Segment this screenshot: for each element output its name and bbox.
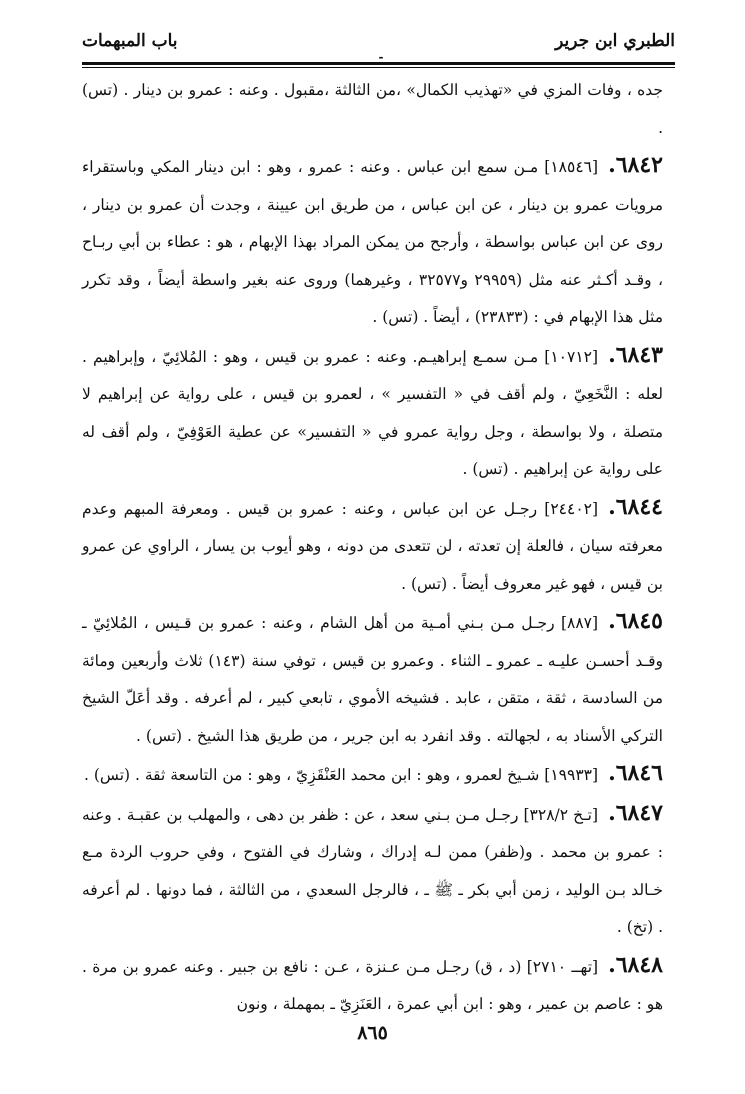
entry-6842 <box>82 147 663 337</box>
entry-6848 <box>82 947 663 1024</box>
entry-6847 <box>82 795 663 947</box>
entry-number: ٦٨٤٣. <box>608 341 663 368</box>
header-rule <box>82 62 675 68</box>
entry-6844 <box>82 489 663 604</box>
entry-text: [٢٤٤٠٢] رجـل عن ابن عباس ، وعنه : عمرو بن قيس . ومعرفة المبهم وعدم معرفته سيان ، فالعلة إن تعدته ، لن تتعدى من دونه ، وهو أيوب بن يسار ، الراوي عن عمرو بن قيس ، فهو غير معروف أيضاً . (تس) . <box>82 499 663 593</box>
running-header <box>82 24 675 64</box>
page-body <box>82 72 663 1024</box>
entry-text: [تهــ ٢٧١٠] (د ، ق) رجـل مـن عـنزة ، عـن : نافع بن جبير . وعنه عمرو بن مرة . هو : عاصم بن عمير ، وهو : ابن أبي عمرة ، العَنَزِيّ ـ بمهملة ، ونون <box>82 957 663 1013</box>
continuation-paragraph: جده ، وفات المزي في «تهذيب الكمال» ،من الثالثة ،مقبول . وعنه : عمرو بن دينار . (تس) . <box>82 81 663 137</box>
page-number: ٨٦٥ <box>357 1022 388 1044</box>
entry-6845 <box>82 603 663 755</box>
entry-number: ٦٨٤٢. <box>608 152 663 178</box>
entry-text: [١٩٩٣٣] شـيخ لعمرو ، وهو : ابن محمد العَنْقَزِيّ ، وهو : من التاسعة ثقة . (تس) . <box>84 766 599 784</box>
header-right-title: الطبري ابن جرير <box>555 31 675 51</box>
entry-6843 <box>82 337 663 489</box>
entry-number: ٦٨٤٨. <box>608 951 663 978</box>
entry-number: ٦٨٤٧. <box>608 799 663 826</box>
entry-number: ٦٨٤٥. <box>608 608 663 634</box>
header-left-title: باب المبهمات <box>82 31 178 51</box>
entry-text: [١٠٧١٢] مـن سمـع إبراهيـم. وعنه : عمرو بن قيس ، وهو : المُلائِيّ ، وإبراهيم . لعله : النَّخَعِيّ ، ولم أقف في « التفسير » ، لعمرو بن قيس ، على رواية عن إبراهيم لا متصلة ، ولا بواسطة ، وجل رواية عمرو في « التفسير» عن عطية العَوْفِيّ ، ولم أقف له على رواية عن إبراهيم . (تس) . <box>82 347 663 478</box>
entry-6846 <box>82 755 663 795</box>
entry-number: ٦٨٤٦. <box>608 760 663 786</box>
header-center-mark: - <box>378 50 384 64</box>
entry-number: ٦٨٤٤. <box>608 493 663 520</box>
entry-text: [٨٨٧] رجـل مـن بـني أمـية من أهل الشام ، وعنه : عمرو بن قـيس ، المُلائِيّ ـ وقـد أحسـن عليـه ـ عمرو ـ الثناء . وعمرو بن قيس ، توفي سنة (١٤٣) ثلاث وأربعين ومائة من السادسة ، ثقة ، متقن ، عابد . فشيخه الأموي ، تابعي كبير ، لم أعرفه . وقد أعَلّ الشيخ التركي الأسناد به ، لجهالته . وقد انفرد به ابن جرير ، من طريق هذا الشيخ . (تس) . <box>82 614 663 745</box>
entry-text: [١٨٥٤٦] مـن سمع ابن عباس . وعنه : عمرو ، وهو : ابن دينار المكي وباستقراء مرويات عمرو بن دينار ، عن ابن عباس ، من طريق ابن عيينة ، وجدت أن عمرو بن دينار ، روى عن ابن عباس بواسطة ، وأرجح من يمكن المراد بهذا الإبهام ، هو : عطاء بن أبي ربـاح ، وقـد أكـثر عنه مثل (٢٩٩٥٩ و٣٢٥٧٧ ، وغيرهما) وروى عنه بغير واسطة أيضاً ، وقد تكرر مثل هذا الإبهام في : (٢٣٨٣٣) ، أيضاً . (تس) . <box>82 158 663 326</box>
entry-text: [تـخ ٣٢٨/٢] رجـل مـن بـني سعد ، عن : ظفر بن دهى ، والمهلب بن عقبـة . وعنه : عمرو بن محمد . و(ظفر) ممن لـه إدراك ، وشارك في الفتوح ، وفي حروب الردة مـع خـالد بـن الوليد ، زمن أبي بكر ـ ﷺ ـ ، فالرجل السعدي ، من الثالثة ، فما دونها . لم أعرفه . (تخ) . <box>82 805 663 936</box>
